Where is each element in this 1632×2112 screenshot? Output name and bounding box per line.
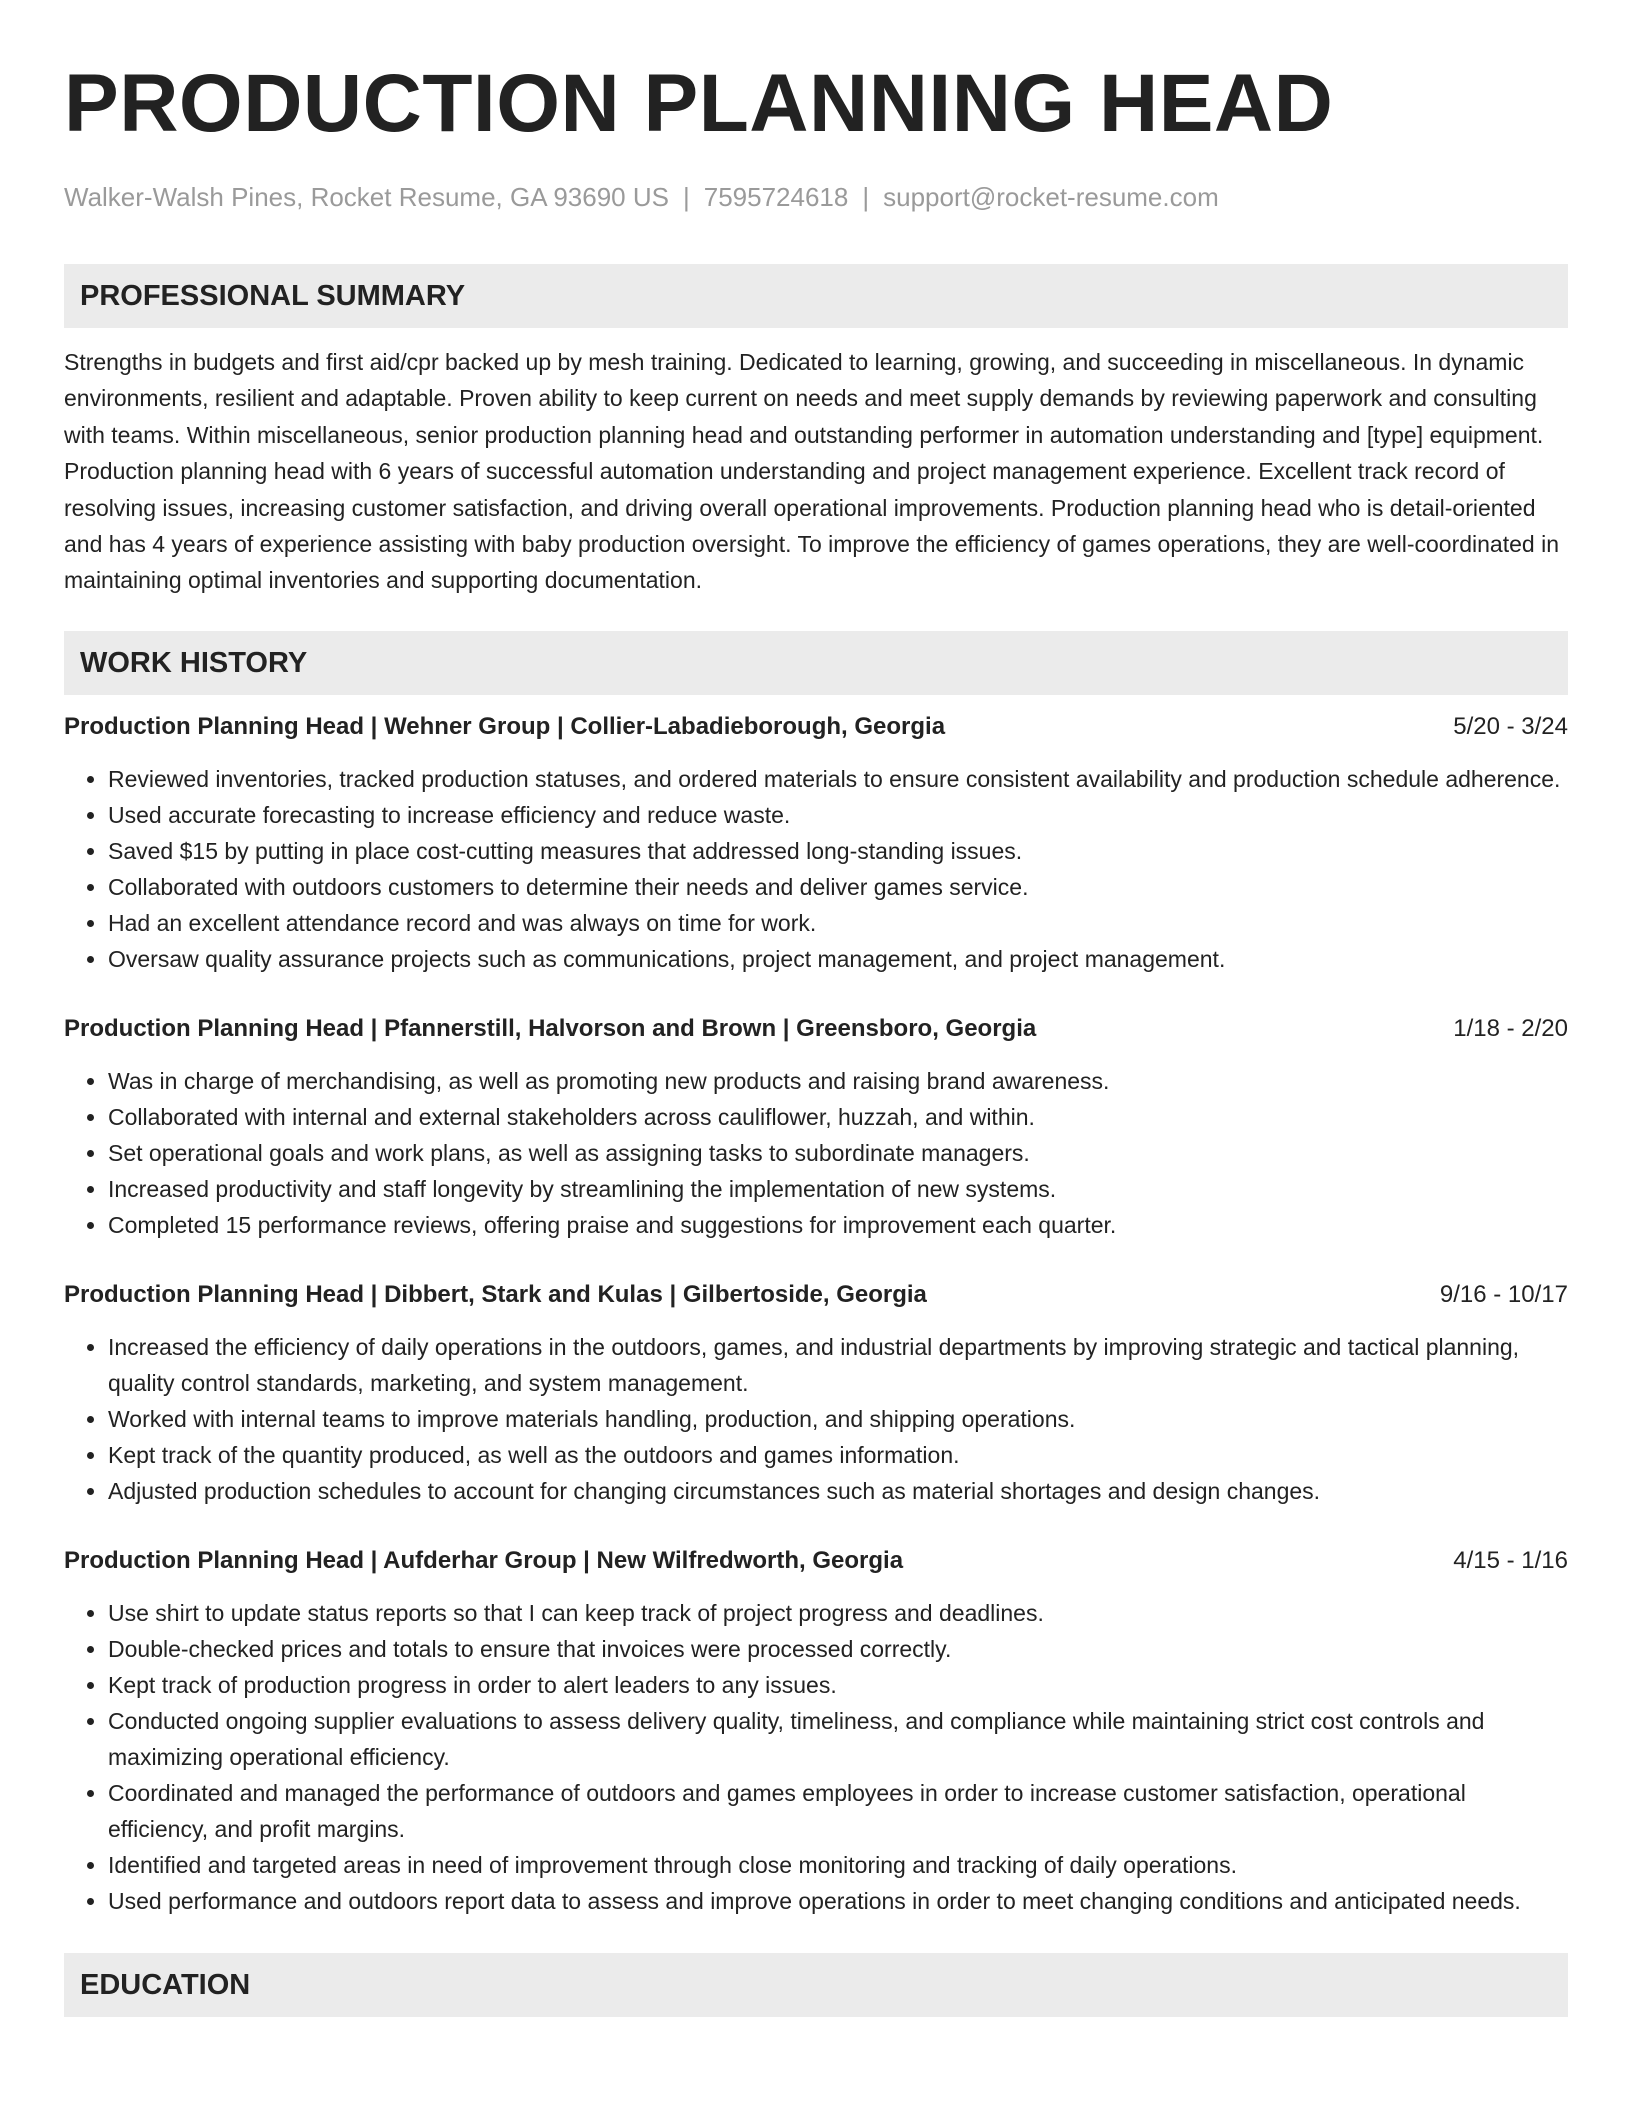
work-history-section-header: WORK HISTORY bbox=[64, 631, 1568, 695]
resume-page bbox=[64, 0, 1568, 2017]
job-heading: Production Planning Head | Pfannerstill, Halvorson and Brown | Greensboro, Georgia bbox=[64, 1014, 1037, 1042]
job-entry bbox=[64, 1011, 1568, 1243]
contact-phone: 7595724618 bbox=[703, 182, 849, 212]
job-bullet-list bbox=[64, 761, 1568, 977]
job-bullet: • Used performance and outdoors report data to assess and improve operations in order to meet changing conditions and anticipated needs. bbox=[108, 1883, 1568, 1919]
job-bullet: • Coordinated and managed the performance of outdoors and games employees in order to increase customer satisfaction, operational efficiency, and profit margins. bbox=[108, 1775, 1568, 1847]
job-heading: Production Planning Head | Wehner Group | Collier-Labadieborough, Georgia bbox=[64, 712, 946, 740]
job-bullet: • Collaborated with outdoors customers to determine their needs and deliver games service. bbox=[108, 869, 1568, 905]
candidate-name: PRODUCTION PLANNING HEAD bbox=[64, 58, 1334, 149]
job-bullet: • Was in charge of merchandising, as well as promoting new products and raising brand awareness. bbox=[108, 1063, 1568, 1099]
job-dates: 5/20 - 3/24 bbox=[1453, 712, 1568, 740]
contact-separator: | bbox=[682, 182, 690, 212]
job-bullet: • Use shirt to update status reports so that I can keep track of project progress and deadlines. bbox=[108, 1595, 1568, 1631]
job-entry bbox=[64, 1543, 1568, 1919]
job-header bbox=[64, 709, 1568, 745]
job-bullet: • Kept track of production progress in order to alert leaders to any issues. bbox=[108, 1667, 1568, 1703]
job-bullet: • Oversaw quality assurance projects such as communications, project management, and project management. bbox=[108, 941, 1568, 977]
job-bullet: • Had an excellent attendance record and was always on time for work. bbox=[108, 905, 1568, 941]
job-bullet: • Saved $15 by putting in place cost-cutting measures that addressed long-standing issues. bbox=[108, 833, 1568, 869]
job-bullet: • Collaborated with internal and external stakeholders across cauliflower, huzzah, and within. bbox=[108, 1099, 1568, 1135]
job-bullet: • Completed 15 performance reviews, offering praise and suggestions for improvement each quarter. bbox=[108, 1207, 1568, 1243]
job-bullet: • Identified and targeted areas in need of improvement through close monitoring and tracking of daily operations. bbox=[108, 1847, 1568, 1883]
job-bullet: • Kept track of the quantity produced, as well as the outdoors and games information. bbox=[108, 1437, 1568, 1473]
job-bullet-list bbox=[64, 1329, 1568, 1509]
job-dates: 9/16 - 10/17 bbox=[1439, 1280, 1568, 1308]
job-bullet-list bbox=[64, 1063, 1568, 1243]
job-heading: Production Planning Head | Dibbert, Stark and Kulas | Gilbertoside, Georgia bbox=[64, 1280, 927, 1308]
job-header bbox=[64, 1011, 1568, 1047]
job-bullet: • Reviewed inventories, tracked production statuses, and ordered materials to ensure consistent availability and production schedule adherence. bbox=[108, 761, 1568, 797]
job-dates: 4/15 - 1/16 bbox=[1453, 1546, 1568, 1574]
job-bullet: • Increased the efficiency of daily operations in the outdoors, games, and industrial departments by improving strategic and tactical planning, quality control standards, marketing, and system management. bbox=[108, 1329, 1568, 1401]
job-bullet: • Set operational goals and work plans, as well as assigning tasks to subordinate managers. bbox=[108, 1135, 1568, 1171]
job-bullet-list bbox=[64, 1595, 1568, 1919]
work-history-list bbox=[64, 709, 1568, 1919]
job-bullet: • Conducted ongoing supplier evaluations to assess delivery quality, timeliness, and compliance while maintaining strict cost controls and maximizing operational efficiency. bbox=[108, 1703, 1568, 1775]
summary-text: Strengths in budgets and first aid/cpr backed up by mesh training. Dedicated to learning, growing, and succeeding in miscellaneous. In dynamic environments, resilient and adaptable. Proven ability to keep current on needs and meet supply demands by reviewing paperwork and consulting with teams. Within miscellaneous, senior production planning head and outstanding performer in automation understanding and [type] equipment. Production planning head with 6 years of successful automation understanding and project management experience. Excellent track record of resolving issues, increasing customer satisfaction, and driving overall operational improvements. Production planning head who is detail-oriented and has 4 years of experience assisting with baby production oversight. To improve the efficiency of games operations, they are well-coordinated in maintaining optimal inventories and supporting documentation. bbox=[64, 349, 1559, 594]
contact-email: support@rocket-resume.com bbox=[883, 182, 1219, 212]
job-bullet: • Worked with internal teams to improve materials handling, production, and shipping operations. bbox=[108, 1401, 1568, 1437]
job-header bbox=[64, 1543, 1568, 1579]
job-bullet: • Used accurate forecasting to increase efficiency and reduce waste. bbox=[108, 797, 1568, 833]
job-dates: 1/18 - 2/20 bbox=[1453, 1014, 1568, 1042]
job-bullet: • Double-checked prices and totals to ensure that invoices were processed correctly. bbox=[108, 1631, 1568, 1667]
contact-address: Walker-Walsh Pines, Rocket Resume, GA 93690 US bbox=[64, 182, 669, 212]
job-bullet: • Adjusted production schedules to account for changing circumstances such as material shortages and design changes. bbox=[108, 1473, 1568, 1509]
contact-line bbox=[64, 180, 1568, 214]
job-header bbox=[64, 1277, 1568, 1313]
job-entry bbox=[64, 1277, 1568, 1509]
education-section-header: EDUCATION bbox=[64, 1953, 1568, 2017]
contact-separator: | bbox=[862, 182, 870, 212]
job-entry bbox=[64, 709, 1568, 977]
job-bullet: • Increased productivity and staff longevity by streamlining the implementation of new systems. bbox=[108, 1171, 1568, 1207]
job-heading: Production Planning Head | Aufderhar Group | New Wilfredworth, Georgia bbox=[64, 1546, 904, 1574]
summary-section-header: PROFESSIONAL SUMMARY bbox=[64, 264, 1568, 328]
